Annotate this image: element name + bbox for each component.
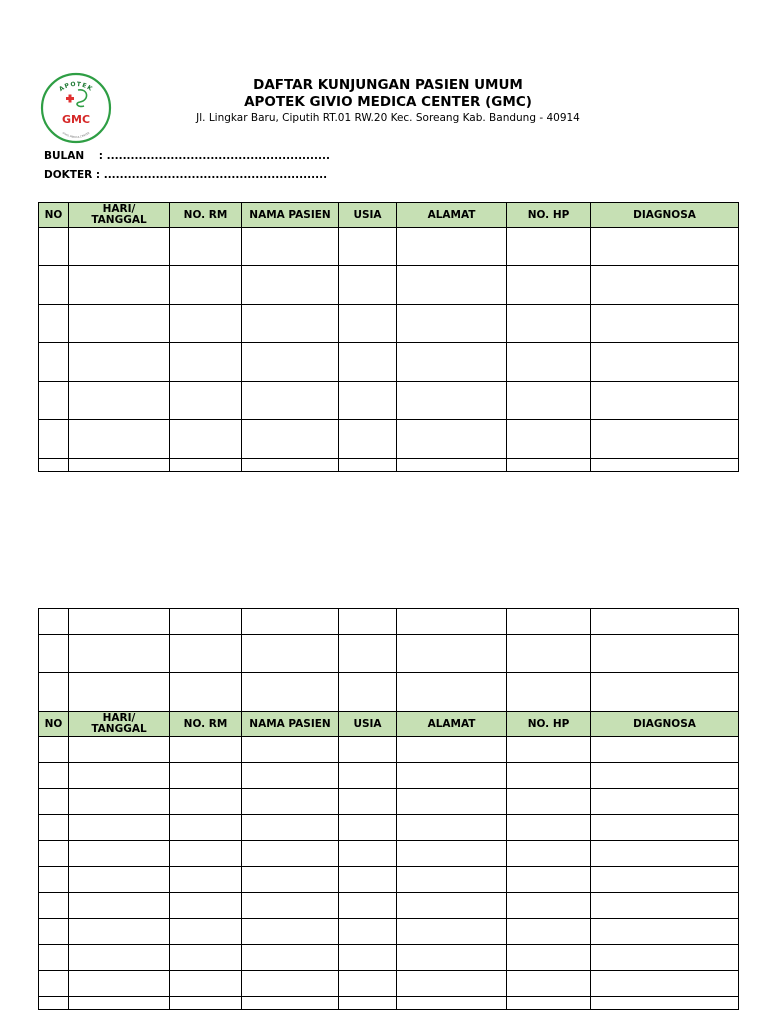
table-cell bbox=[339, 841, 397, 867]
table-cell bbox=[39, 971, 69, 997]
visit-table-1 bbox=[38, 202, 739, 472]
table-cell bbox=[507, 789, 591, 815]
table-cell bbox=[39, 737, 69, 763]
table-cell bbox=[339, 945, 397, 971]
table-cell bbox=[397, 841, 507, 867]
table-cell bbox=[39, 228, 69, 266]
table-cell bbox=[591, 737, 739, 763]
table-cell bbox=[397, 609, 507, 635]
table-cell bbox=[339, 789, 397, 815]
table-row bbox=[39, 635, 739, 673]
bulan-field: BULAN : ........................................................ bbox=[44, 150, 330, 162]
table-cell bbox=[507, 609, 591, 635]
table-cell bbox=[69, 228, 170, 266]
column-header: NO bbox=[39, 203, 69, 228]
table-cell bbox=[170, 382, 242, 420]
table-cell bbox=[69, 945, 170, 971]
address: Jl. Lingkar Baru, Ciputih RT.01 RW.20 Kec. Soreang Kab. Bandung - 40914 bbox=[196, 112, 580, 124]
table-cell bbox=[339, 815, 397, 841]
dokter-field: DOKTER : ........................................................ bbox=[44, 169, 328, 181]
table-cell bbox=[39, 673, 69, 712]
table-cell bbox=[507, 635, 591, 673]
table-cell bbox=[591, 763, 739, 789]
table-cell bbox=[591, 305, 739, 343]
table-cell bbox=[69, 737, 170, 763]
table-cell bbox=[591, 789, 739, 815]
column-header: NO bbox=[39, 712, 69, 737]
table-cell bbox=[591, 893, 739, 919]
table-cell bbox=[339, 228, 397, 266]
table-row bbox=[39, 420, 739, 459]
table-row bbox=[39, 673, 739, 712]
table-cell bbox=[397, 635, 507, 673]
table-cell bbox=[170, 228, 242, 266]
table-cell bbox=[339, 971, 397, 997]
table-cell bbox=[242, 945, 339, 971]
table-cell bbox=[591, 635, 739, 673]
table-cell bbox=[507, 815, 591, 841]
table-cell bbox=[170, 893, 242, 919]
table-cell bbox=[39, 867, 69, 893]
table-cell bbox=[170, 919, 242, 945]
table-cell bbox=[591, 997, 739, 1010]
table-cell bbox=[339, 893, 397, 919]
table-row bbox=[39, 266, 739, 305]
table-cell bbox=[507, 841, 591, 867]
table-row bbox=[39, 971, 739, 997]
table-cell bbox=[339, 305, 397, 343]
table-cell bbox=[591, 459, 739, 472]
table-cell bbox=[397, 737, 507, 763]
table-cell bbox=[39, 763, 69, 789]
table-cell bbox=[170, 609, 242, 635]
table-cell bbox=[39, 841, 69, 867]
table-cell bbox=[242, 841, 339, 867]
table-row bbox=[39, 841, 739, 867]
table-cell bbox=[397, 459, 507, 472]
page-subtitle: APOTEK GIVIO MEDICA CENTER (GMC) bbox=[244, 94, 532, 110]
table-cell bbox=[39, 305, 69, 343]
table-cell bbox=[507, 997, 591, 1010]
table-cell bbox=[170, 343, 242, 382]
table-row bbox=[39, 763, 739, 789]
table-row bbox=[39, 305, 739, 343]
table-cell bbox=[69, 459, 170, 472]
table-cell bbox=[170, 997, 242, 1010]
table-cell bbox=[39, 997, 69, 1010]
column-header: NO. HP bbox=[507, 203, 591, 228]
table-cell bbox=[591, 382, 739, 420]
table-cell bbox=[39, 609, 69, 635]
table-cell bbox=[69, 420, 170, 459]
column-header: DIAGNOSA bbox=[591, 203, 739, 228]
table-row bbox=[39, 343, 739, 382]
table-cell bbox=[39, 459, 69, 472]
table-cell bbox=[39, 919, 69, 945]
page-title: DAFTAR KUNJUNGAN PASIEN UMUM bbox=[253, 77, 523, 93]
table-cell bbox=[39, 789, 69, 815]
table-cell bbox=[242, 382, 339, 420]
table-cell bbox=[397, 382, 507, 420]
table-row bbox=[39, 919, 739, 945]
table-cell bbox=[397, 867, 507, 893]
table-cell bbox=[507, 305, 591, 343]
table-cell bbox=[242, 228, 339, 266]
table-cell bbox=[397, 945, 507, 971]
column-header: NO. RM bbox=[170, 203, 242, 228]
table-cell bbox=[170, 737, 242, 763]
table-cell bbox=[170, 815, 242, 841]
table-cell bbox=[170, 763, 242, 789]
gmc-logo bbox=[38, 72, 114, 144]
table-cell bbox=[339, 763, 397, 789]
table-cell bbox=[507, 893, 591, 919]
table-cell bbox=[242, 343, 339, 382]
table-row bbox=[39, 382, 739, 420]
table-cell bbox=[591, 867, 739, 893]
table-cell bbox=[242, 971, 339, 997]
table-cell bbox=[507, 971, 591, 997]
table-cell bbox=[69, 343, 170, 382]
table-cell bbox=[39, 945, 69, 971]
table-cell bbox=[39, 893, 69, 919]
visit-table-2 bbox=[38, 608, 739, 1010]
table-cell bbox=[69, 609, 170, 635]
table-cell bbox=[339, 997, 397, 1010]
table-cell bbox=[69, 789, 170, 815]
table-cell bbox=[69, 841, 170, 867]
column-header: HARI/ TANGGAL bbox=[69, 203, 170, 228]
table-cell bbox=[39, 343, 69, 382]
table-cell bbox=[397, 673, 507, 712]
table-cell bbox=[242, 893, 339, 919]
table-cell bbox=[170, 266, 242, 305]
table-cell bbox=[242, 420, 339, 459]
table-cell bbox=[170, 841, 242, 867]
table-cell bbox=[397, 971, 507, 997]
table-cell bbox=[69, 673, 170, 712]
table-cell bbox=[170, 789, 242, 815]
table-cell bbox=[69, 893, 170, 919]
table-cell bbox=[39, 420, 69, 459]
table-cell bbox=[170, 420, 242, 459]
table-row bbox=[39, 228, 739, 266]
table-cell bbox=[242, 789, 339, 815]
table-cell bbox=[39, 382, 69, 420]
table-cell bbox=[170, 459, 242, 472]
table-cell bbox=[591, 266, 739, 305]
table-cell bbox=[69, 635, 170, 673]
table-cell bbox=[397, 228, 507, 266]
table-row bbox=[39, 867, 739, 893]
table-cell bbox=[69, 919, 170, 945]
table-cell bbox=[591, 945, 739, 971]
table-row bbox=[39, 609, 739, 635]
column-header: USIA bbox=[339, 712, 397, 737]
table-cell bbox=[39, 815, 69, 841]
table-cell bbox=[69, 763, 170, 789]
header-row bbox=[39, 203, 739, 228]
table-cell bbox=[339, 867, 397, 893]
table-cell bbox=[242, 919, 339, 945]
table-cell bbox=[339, 420, 397, 459]
table-cell bbox=[39, 266, 69, 305]
table-cell bbox=[507, 737, 591, 763]
table-cell bbox=[242, 609, 339, 635]
table-row bbox=[39, 789, 739, 815]
table-cell bbox=[242, 266, 339, 305]
table-cell bbox=[397, 789, 507, 815]
table-cell bbox=[69, 867, 170, 893]
column-header: NO. RM bbox=[170, 712, 242, 737]
table-cell bbox=[591, 609, 739, 635]
table-cell bbox=[591, 841, 739, 867]
column-header: ALAMAT bbox=[397, 203, 507, 228]
table-row bbox=[39, 737, 739, 763]
table-cell bbox=[339, 459, 397, 472]
table-cell bbox=[507, 228, 591, 266]
column-header: DIAGNOSA bbox=[591, 712, 739, 737]
table-cell bbox=[591, 420, 739, 459]
table-cell bbox=[170, 635, 242, 673]
table-cell bbox=[242, 673, 339, 712]
table-cell bbox=[397, 815, 507, 841]
logo-bottom-text: GIVIO MEDICA CENTER bbox=[61, 131, 91, 140]
logo-center-text: GMC bbox=[61, 113, 91, 126]
table-cell bbox=[397, 893, 507, 919]
logo-top-text: APOTEK bbox=[57, 80, 95, 94]
table-cell bbox=[591, 343, 739, 382]
table-cell bbox=[397, 420, 507, 459]
column-header: USIA bbox=[339, 203, 397, 228]
table-cell bbox=[242, 635, 339, 673]
table-cell bbox=[339, 673, 397, 712]
table-row bbox=[39, 815, 739, 841]
table-cell bbox=[507, 919, 591, 945]
table-cell bbox=[507, 382, 591, 420]
header-row bbox=[39, 712, 739, 737]
table-cell bbox=[507, 343, 591, 382]
table-cell bbox=[591, 228, 739, 266]
table-cell bbox=[397, 266, 507, 305]
column-header: NAMA PASIEN bbox=[242, 712, 339, 737]
table-cell bbox=[69, 815, 170, 841]
table-cell bbox=[397, 763, 507, 789]
table-cell bbox=[242, 763, 339, 789]
table-cell bbox=[591, 815, 739, 841]
table-cell bbox=[507, 673, 591, 712]
table-cell bbox=[242, 305, 339, 343]
table-cell bbox=[397, 343, 507, 382]
document-header bbox=[150, 77, 626, 125]
table-cell bbox=[69, 266, 170, 305]
table-cell bbox=[507, 459, 591, 472]
table-cell bbox=[507, 867, 591, 893]
table-cell bbox=[591, 919, 739, 945]
table-cell bbox=[507, 763, 591, 789]
column-header: NO. HP bbox=[507, 712, 591, 737]
table-cell bbox=[170, 945, 242, 971]
column-header: ALAMAT bbox=[397, 712, 507, 737]
table-row bbox=[39, 945, 739, 971]
table-cell bbox=[170, 971, 242, 997]
table-cell bbox=[397, 919, 507, 945]
table-cell bbox=[170, 305, 242, 343]
table-row bbox=[39, 893, 739, 919]
table-cell bbox=[242, 815, 339, 841]
table-cell bbox=[339, 343, 397, 382]
table-cell bbox=[242, 867, 339, 893]
table-cell bbox=[242, 459, 339, 472]
table-cell bbox=[591, 673, 739, 712]
table-cell bbox=[507, 420, 591, 459]
table-cell bbox=[339, 635, 397, 673]
table-cell bbox=[242, 737, 339, 763]
table-cell bbox=[397, 997, 507, 1010]
table-cell bbox=[397, 305, 507, 343]
column-header: NAMA PASIEN bbox=[242, 203, 339, 228]
table-cell bbox=[507, 266, 591, 305]
table-cell bbox=[591, 971, 739, 997]
table-cell bbox=[69, 997, 170, 1010]
table-cell bbox=[242, 997, 339, 1010]
table-cell bbox=[69, 305, 170, 343]
table-cell bbox=[507, 945, 591, 971]
table-row bbox=[39, 459, 739, 472]
table-cell bbox=[339, 266, 397, 305]
table-cell bbox=[170, 867, 242, 893]
table-cell bbox=[39, 635, 69, 673]
table-cell bbox=[69, 382, 170, 420]
table-cell bbox=[339, 919, 397, 945]
table-cell bbox=[170, 673, 242, 712]
column-header: HARI/ TANGGAL bbox=[69, 712, 170, 737]
table-row bbox=[39, 997, 739, 1010]
table-cell bbox=[339, 737, 397, 763]
table-cell bbox=[339, 609, 397, 635]
table-cell bbox=[69, 971, 170, 997]
table-cell bbox=[339, 382, 397, 420]
